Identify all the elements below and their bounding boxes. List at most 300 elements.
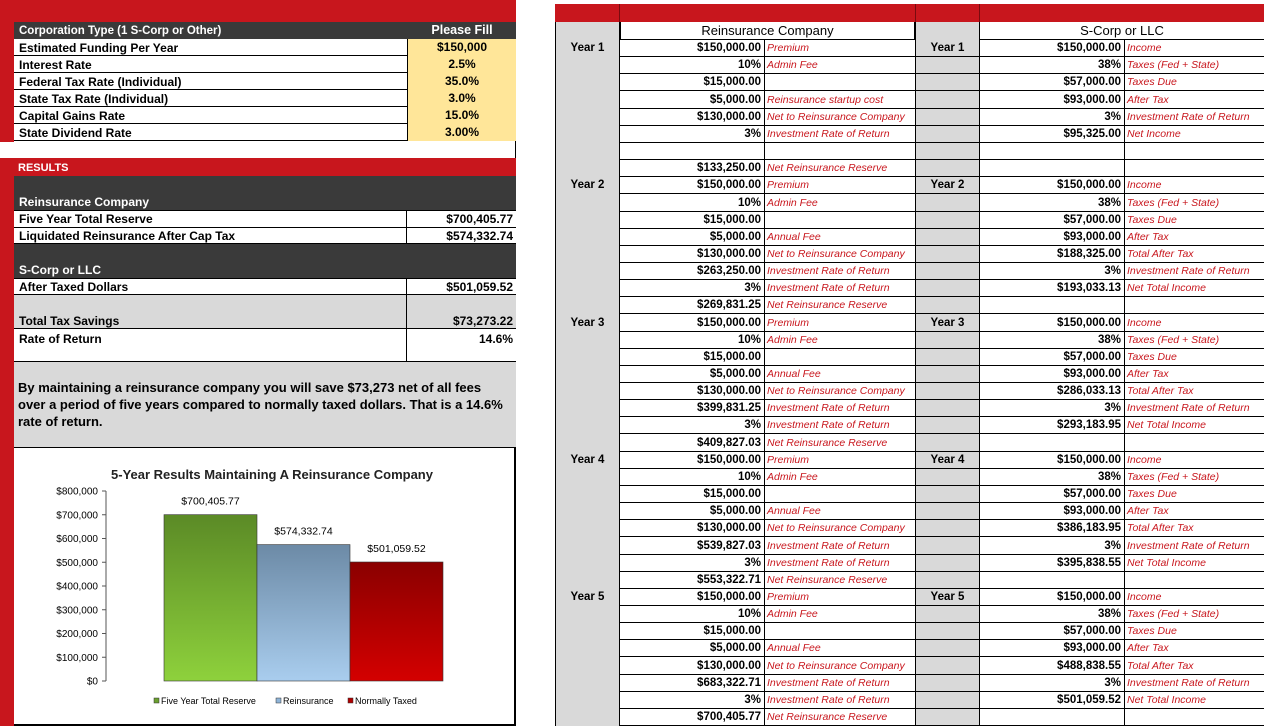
- reinsurance-value[interactable]: 10%: [737, 59, 761, 71]
- top-red-bar: [0, 0, 516, 22]
- scorp-note: [1125, 143, 1264, 160]
- reinsurance-value[interactable]: $15,000.00: [703, 214, 761, 226]
- legend-swatch: [348, 698, 353, 703]
- reinsurance-note: Investment Rate of Return: [767, 557, 890, 569]
- scorp-value[interactable]: [980, 143, 1124, 160]
- reinsurance-note: Premium: [767, 42, 810, 54]
- year-label-right: [916, 675, 979, 692]
- scorp-note: Investment Rate of Return: [1127, 111, 1250, 123]
- year-label-right: [916, 366, 979, 383]
- year-label-left: [556, 366, 619, 383]
- year-label-right: [916, 434, 979, 452]
- savings-label: Total Tax Savings: [19, 314, 120, 328]
- year-label-right: [916, 126, 979, 143]
- year-label-right: [916, 606, 979, 623]
- reinsurance-value[interactable]: 10%: [737, 197, 761, 209]
- year-label-right: [916, 486, 979, 503]
- summary-text: By maintaining a reinsurance company you will save $73,273 net of all fees over a period of five years compared to normally taxed dollars. That is a 14.6% rate of return.: [18, 380, 503, 429]
- reinsurance-note: Net Reinsurance Reserve: [767, 162, 888, 174]
- scorp-heading: S-Corp or LLC: [19, 263, 101, 277]
- y-tick-label: $800,000: [56, 486, 98, 498]
- input-value-field[interactable]: 3.00%: [407, 124, 516, 141]
- reinsurance-note: Net to Reinsurance Company: [767, 111, 905, 123]
- year-label-left: [556, 520, 619, 537]
- reinsurance-note: Admin Fee: [767, 59, 818, 71]
- input-value-field[interactable]: 3.0%: [407, 90, 516, 107]
- scorp-note: Taxes (Fed + State): [1127, 471, 1220, 483]
- bar-value-label: $700,405.77: [181, 495, 240, 508]
- reinsurance-value[interactable]: 3%: [744, 694, 761, 706]
- scorp-note: [1125, 297, 1264, 314]
- scorp-note: Taxes (Fed + State): [1127, 334, 1220, 346]
- year-label-left: [556, 623, 619, 640]
- year-label-right: [916, 74, 979, 91]
- reinsurance-value[interactable]: $5,000.00: [709, 94, 761, 106]
- year-label-right: [916, 297, 979, 314]
- input-value-field[interactable]: $150,000: [407, 39, 516, 56]
- reinsurance-note: Investment Rate of Return: [767, 677, 890, 689]
- scorp-value[interactable]: 3%: [1104, 402, 1121, 414]
- reinsurance-note: Net Reinsurance Reserve: [767, 299, 888, 311]
- right-red-bar: [555, 4, 1264, 22]
- scorp-note: Taxes Due: [1127, 625, 1177, 637]
- scorp-note: After Tax: [1127, 231, 1169, 243]
- chart-bars: [164, 496, 443, 681]
- scorp-value[interactable]: $93,000.00: [1063, 368, 1121, 380]
- scorp-value[interactable]: $57,000.00: [1063, 625, 1121, 637]
- scorp-value[interactable]: [980, 709, 1124, 726]
- scorp-value[interactable]: $150,000.00: [1057, 317, 1121, 329]
- reinsurance-note: Net Reinsurance Reserve: [767, 437, 888, 449]
- reinsurance-value[interactable]: $130,000.00: [697, 660, 761, 672]
- input-label: State Tax Rate (Individual): [19, 92, 169, 106]
- y-tick-label: $700,000: [56, 510, 98, 522]
- year-label-right: [916, 332, 979, 349]
- scorp-note: Taxes (Fed + State): [1127, 608, 1220, 620]
- scorp-value[interactable]: $150,000.00: [1057, 179, 1121, 191]
- year-label-left: [556, 640, 619, 657]
- reinsurance-value[interactable]: $5,000.00: [709, 231, 761, 243]
- year-label-right: [916, 640, 979, 657]
- reinsurance-note: Investment Rate of Return: [767, 265, 890, 277]
- chart-title: 5-Year Results Maintaining A Reinsurance Company: [111, 467, 433, 482]
- reinsurance-heading: Reinsurance Company: [19, 195, 150, 209]
- scorp-value[interactable]: 38%: [1097, 59, 1121, 71]
- year-label-left: Year 5: [570, 591, 605, 603]
- year-label-left: [556, 555, 619, 572]
- reinsurance-note: Net to Reinsurance Company: [767, 522, 905, 534]
- y-tick-label: $500,000: [56, 557, 98, 569]
- scorp-note: Taxes Due: [1127, 76, 1177, 88]
- reinsurance-value[interactable]: $15,000.00: [703, 351, 761, 363]
- year-label-right: [916, 194, 979, 212]
- reinsurance-note: Premium: [767, 591, 810, 603]
- legend-swatch: [276, 698, 281, 703]
- scorp-note: [1125, 434, 1264, 452]
- legend-swatch: [154, 698, 159, 703]
- left-red-border-results: [0, 176, 14, 726]
- scorp-note: Net Income: [1127, 128, 1181, 140]
- scorp-note: Total After Tax: [1127, 522, 1194, 534]
- scorp-value[interactable]: [980, 434, 1124, 452]
- year-label-right: [916, 229, 979, 246]
- scorp-value[interactable]: 38%: [1097, 197, 1121, 209]
- year-label-right: [916, 400, 979, 417]
- ror-label: Rate of Return: [19, 332, 102, 346]
- reinsurance-note: [765, 143, 915, 160]
- scorp-note: After Tax: [1127, 642, 1169, 654]
- reinsurance-value[interactable]: 3%: [744, 419, 761, 431]
- year-label-left: [556, 160, 619, 177]
- reinsurance-value[interactable]: $399,831.25: [697, 402, 761, 414]
- year-label-right: Year 5: [930, 591, 965, 603]
- bar-value-label: $574,332.74: [274, 525, 333, 538]
- reinsurance-value[interactable]: $150,000.00: [697, 317, 761, 329]
- year-label-left: [556, 74, 619, 91]
- reinsurance-note: [765, 349, 915, 366]
- year-label-right: [916, 520, 979, 537]
- chart-bar: [164, 515, 257, 681]
- year-label-right: [916, 212, 979, 229]
- year-label-right: Year 4: [930, 454, 965, 466]
- inputs-header-label: Corporation Type (1 S-Corp or Other): [19, 25, 222, 37]
- reinsurance-value[interactable]: $409,827.03: [697, 437, 761, 449]
- legend-label: Five Year Total Reserve: [161, 696, 256, 706]
- scorp-note: Taxes (Fed + State): [1127, 197, 1220, 209]
- year-label-left: [556, 57, 619, 74]
- scorp-value[interactable]: $95,325.00: [1063, 128, 1121, 140]
- scorp-value[interactable]: 3%: [1104, 540, 1121, 552]
- scorp-note: [1125, 572, 1264, 589]
- reinsurance-value[interactable]: $150,000.00: [697, 179, 761, 191]
- reinsurance-value[interactable]: 10%: [737, 334, 761, 346]
- year-label-left: Year 4: [570, 454, 605, 466]
- year-label-right: [916, 263, 979, 280]
- reinsurance-note: Net Reinsurance Reserve: [767, 574, 888, 586]
- scorp-note: Taxes Due: [1127, 214, 1177, 226]
- reinsurance-value[interactable]: $130,000.00: [697, 385, 761, 397]
- reinsurance-note: Premium: [767, 179, 810, 191]
- scorp-value[interactable]: 3%: [1104, 265, 1121, 277]
- scorp-note: Investment Rate of Return: [1127, 540, 1250, 552]
- year-label-left: [556, 349, 619, 366]
- year-label-right: [916, 623, 979, 640]
- year-label-right: [916, 555, 979, 572]
- scorp-value[interactable]: [980, 297, 1124, 314]
- scorp-value[interactable]: 38%: [1097, 334, 1121, 346]
- year-label-right: [916, 160, 979, 177]
- scorp-note: Taxes Due: [1127, 488, 1177, 500]
- reinsurance-value[interactable]: $150,000.00: [697, 42, 761, 54]
- scorp-note: Total After Tax: [1127, 248, 1194, 260]
- reinsurance-note: [765, 74, 915, 91]
- scorp-value[interactable]: $293,183.95: [1057, 419, 1121, 431]
- scorp-value[interactable]: 38%: [1097, 471, 1121, 483]
- scorp-value[interactable]: $57,000.00: [1063, 214, 1121, 226]
- reinsurance-value[interactable]: 3%: [744, 128, 761, 140]
- scorp-note: Investment Rate of Return: [1127, 265, 1250, 277]
- reinsurance-note: Investment Rate of Return: [767, 282, 890, 294]
- scorp-value[interactable]: $488,838.55: [1057, 660, 1121, 672]
- scorp-note: Net Total Income: [1127, 419, 1206, 431]
- reinsurance-value[interactable]: [620, 143, 764, 160]
- reinsurance-note: Investment Rate of Return: [767, 694, 890, 706]
- reinsurance-note: Net to Reinsurance Company: [767, 660, 905, 672]
- year-label-right: [916, 537, 979, 555]
- reinsurance-value[interactable]: $700,405.77: [697, 711, 761, 723]
- scorp-note: Net Total Income: [1127, 557, 1206, 569]
- input-label: State Dividend Rate: [19, 126, 132, 140]
- y-tick-label: $200,000: [56, 629, 98, 640]
- year-label-left: [556, 383, 619, 400]
- reinsurance-note: Premium: [767, 317, 810, 329]
- reinsurance-value[interactable]: 10%: [737, 471, 761, 483]
- blank-spacer: [14, 141, 516, 158]
- reinsurance-note: Net to Reinsurance Company: [767, 248, 905, 260]
- reinsurance-value[interactable]: $5,000.00: [709, 368, 761, 380]
- scorp-note: Net Total Income: [1127, 282, 1206, 294]
- reinsurance-value[interactable]: $15,000.00: [703, 625, 761, 637]
- scorp-column-header: S-Corp or LLC: [980, 22, 1264, 40]
- scorp-note: After Tax: [1127, 94, 1169, 106]
- legend-label: Reinsurance: [283, 696, 334, 706]
- scorp-note: Income: [1127, 42, 1162, 54]
- reinsurance-value[interactable]: $539,827.03: [697, 540, 761, 552]
- year-label-right: [916, 469, 979, 486]
- year-label-right: [916, 57, 979, 74]
- year-label-left: [556, 109, 619, 126]
- reinsurance-note: [765, 623, 915, 640]
- reinsurance-value[interactable]: 3%: [744, 557, 761, 569]
- five-year-label: Five Year Total Reserve: [19, 212, 153, 226]
- scorp-note: [1125, 160, 1264, 177]
- scorp-note: Income: [1127, 591, 1162, 603]
- y-tick-label: $0: [86, 676, 98, 688]
- scorp-value[interactable]: $150,000.00: [1057, 42, 1121, 54]
- chart-legend: [154, 696, 417, 706]
- y-tick-label: $600,000: [56, 534, 98, 545]
- year-label-right: [916, 383, 979, 400]
- reinsurance-note: [765, 486, 915, 503]
- scorp-value[interactable]: $193,033.13: [1057, 282, 1121, 294]
- reinsurance-value[interactable]: $5,000.00: [709, 642, 761, 654]
- reinsurance-note: Annual Fee: [767, 505, 821, 517]
- scorp-note: Total After Tax: [1127, 385, 1194, 397]
- reinsurance-value[interactable]: $263,250.00: [697, 265, 761, 277]
- reinsurance-note: Admin Fee: [767, 608, 818, 620]
- year-label-left: [556, 606, 619, 623]
- input-label: Estimated Funding Per Year: [19, 41, 179, 55]
- reinsurance-note: Annual Fee: [767, 368, 821, 380]
- reinsurance-value[interactable]: $15,000.00: [703, 76, 761, 88]
- reinsurance-note: Admin Fee: [767, 197, 818, 209]
- ror-value: 14.6%: [478, 332, 513, 346]
- year-label-left: [556, 657, 619, 675]
- year-label-left: [556, 263, 619, 280]
- year-label-left: [556, 126, 619, 143]
- scorp-note: Taxes Due: [1127, 351, 1177, 363]
- scorp-value[interactable]: $93,000.00: [1063, 231, 1121, 243]
- year-label-left: Year 2: [570, 179, 605, 191]
- scorp-note: Investment Rate of Return: [1127, 402, 1250, 414]
- scorp-value[interactable]: [980, 160, 1124, 177]
- input-label: Federal Tax Rate (Individual): [19, 75, 182, 89]
- reinsurance-note: Reinsurance startup cost: [767, 94, 884, 106]
- chart-bar: [350, 562, 443, 681]
- reinsurance-value[interactable]: $130,000.00: [697, 248, 761, 260]
- year-label-right: [916, 503, 979, 520]
- scorp-value[interactable]: 3%: [1104, 111, 1121, 123]
- year-label-right: Year 1: [930, 42, 965, 54]
- year-label-left: [556, 194, 619, 212]
- reinsurance-note: Admin Fee: [767, 334, 818, 346]
- year-label-left: [556, 246, 619, 263]
- year-label-left: Year 1: [570, 42, 605, 54]
- year-label-right: [916, 280, 979, 297]
- reinsurance-column-header: Reinsurance Company: [620, 22, 915, 40]
- bar-value-label: $501,059.52: [367, 542, 426, 555]
- scorp-value[interactable]: $286,033.13: [1057, 385, 1121, 397]
- reinsurance-note: [765, 212, 915, 229]
- scorp-value[interactable]: $188,325.00: [1057, 248, 1121, 260]
- reinsurance-note: Annual Fee: [767, 642, 821, 654]
- reinsurance-note: Investment Rate of Return: [767, 419, 890, 431]
- year-label-left: [556, 692, 619, 709]
- year-label-right: [916, 692, 979, 709]
- reinsurance-value[interactable]: $150,000.00: [697, 591, 761, 603]
- scorp-note: Income: [1127, 317, 1162, 329]
- year-label-left: [556, 332, 619, 349]
- reinsurance-note: Net Reinsurance Reserve: [767, 711, 888, 723]
- legend-label: Normally Taxed: [355, 696, 417, 706]
- scorp-value[interactable]: $57,000.00: [1063, 488, 1121, 500]
- reinsurance-note: Net to Reinsurance Company: [767, 385, 905, 397]
- year-label-left: [556, 537, 619, 555]
- input-value-field[interactable]: 2.5%: [407, 56, 516, 73]
- scorp-note: Income: [1127, 454, 1162, 466]
- year-label-left: [556, 229, 619, 246]
- results-chart: [14, 448, 514, 724]
- year-label-right: Year 2: [930, 179, 965, 191]
- y-tick-label: $300,000: [56, 605, 98, 617]
- year-label-right: [916, 246, 979, 263]
- reinsurance-value[interactable]: $269,831.25: [697, 299, 761, 311]
- year-label-right: [916, 657, 979, 675]
- reinsurance-value[interactable]: $15,000.00: [703, 488, 761, 500]
- reinsurance-value[interactable]: 10%: [737, 608, 761, 620]
- reinsurance-value[interactable]: $683,322.71: [697, 677, 761, 689]
- chart-axis: [56, 487, 106, 688]
- scorp-value[interactable]: $395,838.55: [1057, 557, 1121, 569]
- input-value-field[interactable]: 15.0%: [407, 107, 516, 124]
- scorp-value[interactable]: 3%: [1104, 677, 1121, 689]
- year-label-left: [556, 709, 619, 726]
- year-label-left: [556, 280, 619, 297]
- year-label-left: [556, 91, 619, 109]
- scorp-value[interactable]: $93,000.00: [1063, 94, 1121, 106]
- year-label-right: [916, 109, 979, 126]
- input-value-field[interactable]: 35.0%: [407, 73, 516, 90]
- year-label-left: [556, 503, 619, 520]
- inputs-header-value: Please Fill: [431, 23, 493, 37]
- y-tick-label: $400,000: [56, 581, 98, 593]
- scorp-value[interactable]: [980, 572, 1124, 589]
- scorp-note: After Tax: [1127, 505, 1169, 517]
- scorp-note: Total After Tax: [1127, 660, 1194, 672]
- input-label: Capital Gains Rate: [19, 109, 126, 123]
- savings-value: $73,273.22: [452, 314, 513, 328]
- year-label-left: [556, 469, 619, 486]
- year-label-right: [916, 709, 979, 726]
- results-title: RESULTS: [18, 162, 69, 174]
- reinsurance-value[interactable]: $130,000.00: [697, 111, 761, 123]
- reinsurance-note: Investment Rate of Return: [767, 402, 890, 414]
- results-header: [0, 158, 516, 176]
- scorp-note: Net Total Income: [1127, 694, 1206, 706]
- reinsurance-value[interactable]: $150,000.00: [697, 454, 761, 466]
- year-label-right: [916, 572, 979, 589]
- year-label-left: [556, 486, 619, 503]
- scorp-value[interactable]: $386,183.95: [1057, 522, 1121, 534]
- year-label-left: Year 3: [570, 317, 605, 329]
- reinsurance-note: Premium: [767, 454, 810, 466]
- chart-bar: [257, 545, 350, 681]
- reinsurance-note: Investment Rate of Return: [767, 540, 890, 552]
- five-year-value: $700,405.77: [446, 212, 513, 226]
- after-taxed-value: $501,059.52: [446, 280, 513, 294]
- scorp-note: Income: [1127, 179, 1162, 191]
- scorp-note: After Tax: [1127, 368, 1169, 380]
- reinsurance-value[interactable]: $553,322.71: [697, 574, 761, 586]
- reinsurance-value[interactable]: $133,250.00: [697, 162, 761, 174]
- year-label-left: [556, 675, 619, 692]
- scorp-value[interactable]: 38%: [1097, 608, 1121, 620]
- year-label-right: [916, 143, 979, 160]
- year-label-left: [556, 143, 619, 160]
- year-label-right: [916, 417, 979, 434]
- year-label-right: [916, 349, 979, 366]
- scorp-value[interactable]: $150,000.00: [1057, 591, 1121, 603]
- y-tick-label: $100,000: [56, 652, 98, 664]
- year-label-right: [916, 91, 979, 109]
- liquidated-label: Liquidated Reinsurance After Cap Tax: [19, 229, 236, 243]
- year-label-right: Year 3: [930, 317, 965, 329]
- reinsurance-note: Investment Rate of Return: [767, 128, 890, 140]
- scorp-note: Taxes (Fed + State): [1127, 59, 1220, 71]
- scorp-value[interactable]: $57,000.00: [1063, 76, 1121, 88]
- year-label-left: [556, 400, 619, 417]
- year-label-left: [556, 572, 619, 589]
- input-label: Interest Rate: [19, 58, 92, 72]
- reinsurance-note: Annual Fee: [767, 231, 821, 243]
- scorp-value[interactable]: $93,000.00: [1063, 505, 1121, 517]
- year-label-left: [556, 417, 619, 434]
- year-label-left: [556, 297, 619, 314]
- liquidated-value: $574,332.74: [446, 229, 513, 243]
- reinsurance-note: Admin Fee: [767, 471, 818, 483]
- scorp-note: Investment Rate of Return: [1127, 677, 1250, 689]
- left-red-border-inputs: [0, 22, 14, 142]
- reinsurance-value[interactable]: 3%: [744, 282, 761, 294]
- after-taxed-label: After Taxed Dollars: [19, 280, 129, 294]
- scorp-value[interactable]: $150,000.00: [1057, 454, 1121, 466]
- scorp-value[interactable]: $501,059.52: [1057, 694, 1121, 706]
- scorp-note: [1125, 709, 1264, 726]
- reinsurance-value[interactable]: $130,000.00: [697, 522, 761, 534]
- reinsurance-value[interactable]: $5,000.00: [709, 505, 761, 517]
- scorp-value[interactable]: $93,000.00: [1063, 642, 1121, 654]
- scorp-value[interactable]: $57,000.00: [1063, 351, 1121, 363]
